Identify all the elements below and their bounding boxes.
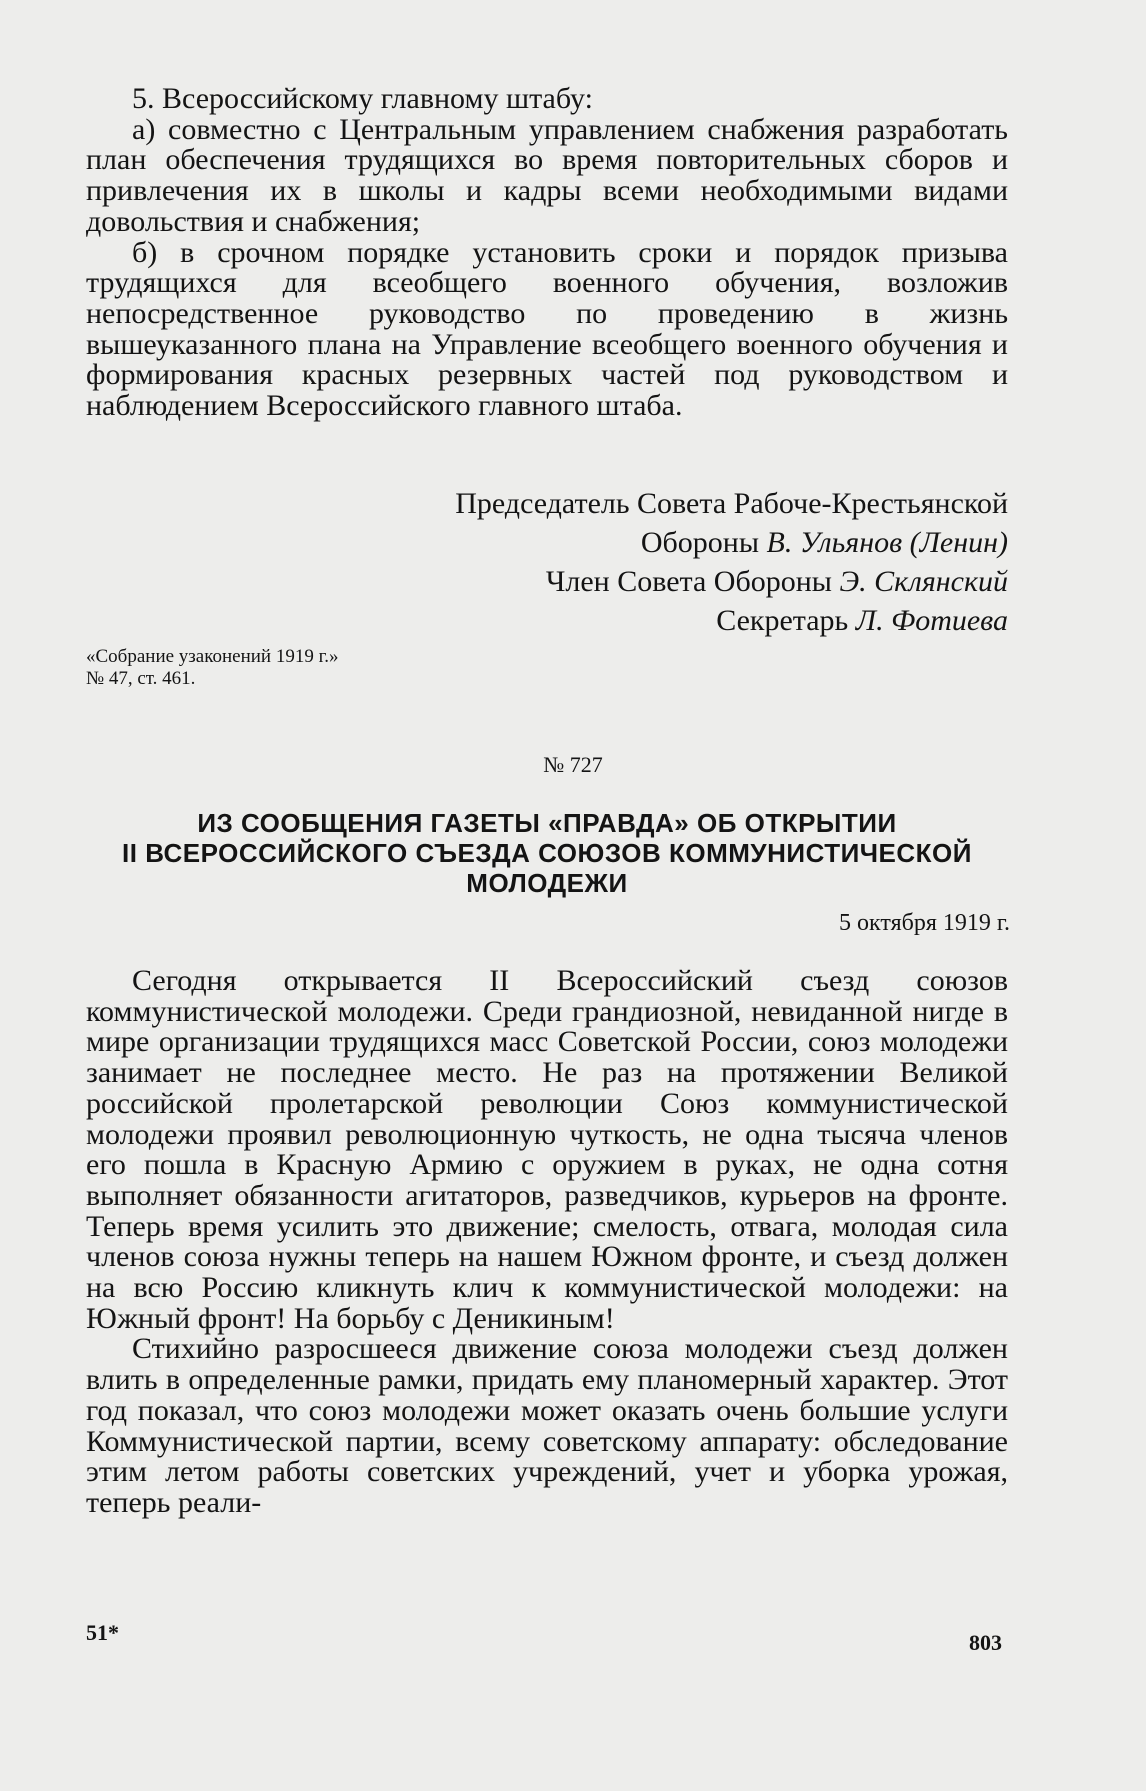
chairman-signature [86,523,1008,562]
member-name: Э. Склянский [839,565,1008,598]
document-number: № 727 [543,752,603,777]
document-heading [86,808,1008,898]
heading-line-1: ИЗ СООБЩЕНИЯ ГАЗЕТЫ «ПРАВДА» ОБ ОТКРЫТИИ [197,808,897,838]
source-line-1: «Собрание узаконений 1919 г.» [86,646,339,667]
secretary-name: Л. Фотиева [855,604,1008,637]
resolution-item-a: а) совместно с Центральным управлением снабжения разработать план обеспечения трудящихся во время повторительных сборов и привлечения их в школы и кадры всеми необходимыми видами довольствия и снабжения; [86,112,1008,238]
document-date: 5 октября 1919 г. [839,910,1010,936]
chairman-name: В. Ульянов (Ленин) [766,526,1008,559]
resolution-section [86,84,1008,422]
heading-line-3: МОЛОДЕЖИ [466,868,628,898]
secretary-title: Секретарь [716,604,849,637]
secretary-signature [86,601,1008,640]
member-signature [86,562,1008,601]
signature-block [86,484,1008,640]
signature-mark: 51* [86,1620,119,1645]
page-number: 803 [969,1630,1002,1655]
chairman-title-cont: Обороны [640,526,760,559]
source-line-2: № 47, ст. 461. [86,668,196,689]
article-paragraph-2: Стихийно разросшееся движение союза молодежи съезд должен влить в определенные рамки, придать ему планомерный характер. Этот год показал, что союз молодежи может оказать очень большие услуги Коммунистической партии, всему советскому аппарату: обследование этим летом работы советских учреждений, учет и уборка урожая, теперь реали- [86,1332,1008,1519]
source-citation [86,646,466,690]
resolution-item-5: 5. Всероссийскому главному штабу: [132,82,593,115]
chairman-title: Председатель Совета Рабоче-Крестьянской [455,487,1008,520]
article-paragraph-1: Сегодня открывается II Всероссийский съезд союзов коммунистической молодежи. Среди грандиозной, невиданной нигде в мире организации трудящихся масс Советской России, союз молодежи занимает не последнее место. Не раз на протяжении Великой российской пролетарской революции Союз коммунистической молодежи проявил революционную чуткость, не одна тысяча членов его пошла в Красную Армию с оружием в руках, не одна сотня выполняет обязанности агитаторов, разведчиков, курьеров на фронте. Теперь время усилить это движение; смелость, отвага, молодая сила членов союза нужны теперь на нашем Южном фронте, и съезд должен на всю Россию кликнуть клич к коммунистической молодежи: на Южный фронт! На борьбу с Деникиным! [86,964,1008,1335]
article-body [86,966,1008,1519]
heading-line-2: II ВСЕРОССИЙСКОГО СЪЕЗДА СОЮЗОВ КОММУНИСТИЧЕСКОЙ [122,838,972,868]
resolution-item-b: б) в срочном порядке установить сроки и порядок призыва трудящихся для всеобщего военного обучения, возложив непосредственное руководство по проведению в жизнь вышеуказанного плана на Управление всеобщего военного обучения и формирования красных резервных частей под руководством и наблюдением Всероссийского главного штаба. [86,235,1008,423]
member-title: Член Совета Обороны [545,565,832,598]
